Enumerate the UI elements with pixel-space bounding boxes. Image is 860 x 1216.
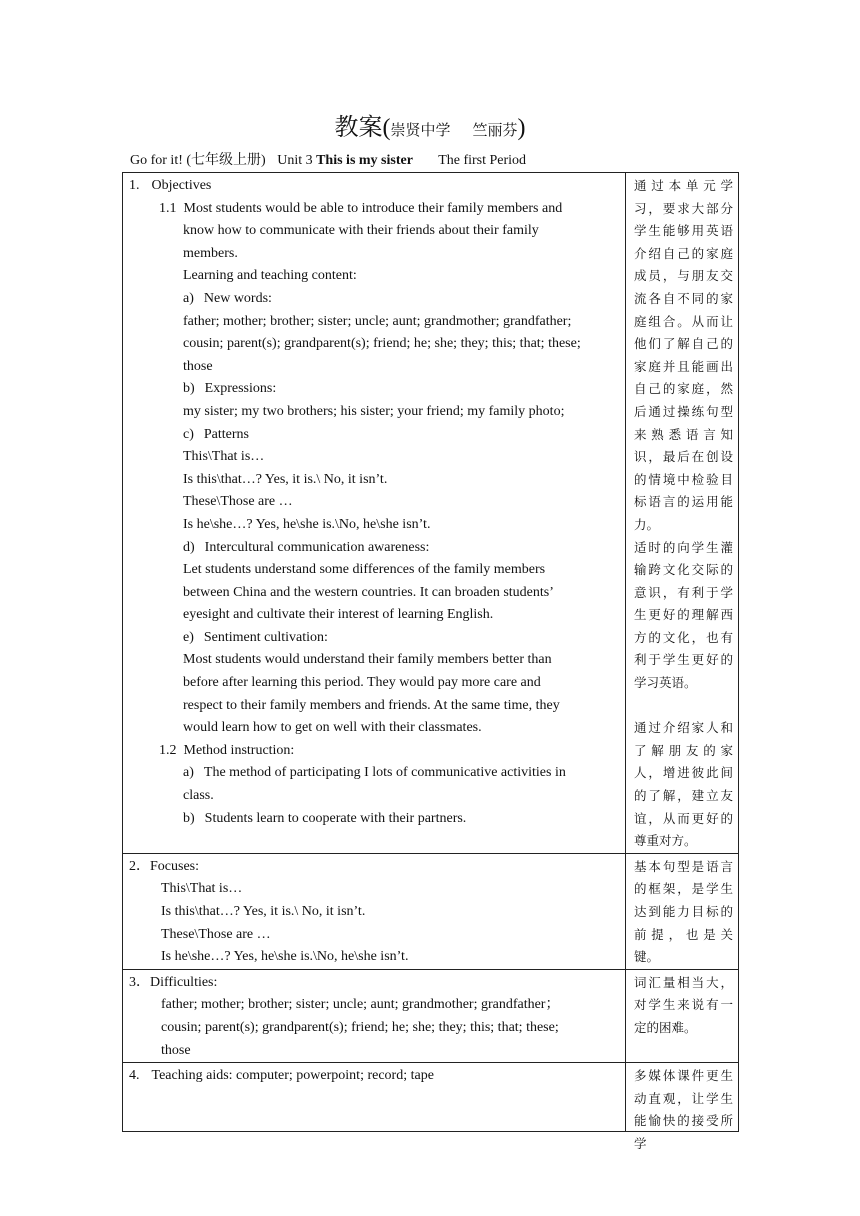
difficulties-cell: [123, 969, 626, 1062]
pattern-line: This\That is…: [183, 449, 265, 465]
focuses-num: 2．: [129, 858, 150, 874]
page-title: [0, 112, 860, 147]
item-d-text: Intercultural communication awareness:: [204, 539, 430, 555]
aids-text: Teaching aids: computer; powerpoint; record; tape: [151, 1068, 434, 1084]
difficulty-line: father; mother; brother; sister; uncle; aunt; grandmother; grandfather；: [161, 997, 560, 1013]
sub2-text: Method instruction:: [183, 742, 295, 758]
title-paren-close: ): [517, 115, 526, 141]
focuses-heading: Focuses:: [150, 858, 199, 874]
focuses-cell: [123, 853, 626, 969]
title-paren-open: (: [382, 115, 391, 141]
item-b-label: b): [183, 381, 195, 397]
note-text: 基本句型是语言的框架，是学生达到能力目标的前提，也是关键。: [634, 859, 733, 965]
note-text: 通过介绍家人和了解朋友的家人，增进彼此间的了解，建立友谊，从而更好的尊重对方。: [634, 721, 733, 849]
expressions-line: my sister; my two brothers; his sister; your friend; my family photo;: [183, 403, 565, 419]
difficulties-row: [123, 969, 739, 1062]
d-line: between China and the western countries. It can broaden students’: [183, 584, 554, 600]
sub1-num: 1.1: [159, 200, 177, 216]
item-a-label: a): [183, 290, 194, 306]
method-a-line: class.: [183, 788, 214, 804]
difficulties-heading: Difficulties:: [150, 974, 218, 990]
aids-num: 4.: [129, 1068, 140, 1084]
focus-line: This\That is…: [161, 881, 243, 897]
objectives-row: [123, 173, 739, 854]
item-c-label: c): [183, 426, 194, 442]
pattern-line: Is this\that…? Yes, it is.\ No, it isn’t.: [183, 471, 388, 487]
d-line: eyesight and cultivate their interest of learning English.: [183, 607, 494, 623]
sub1-line: members.: [183, 245, 238, 261]
method-a-line: The method of participating I lots of communicative activities in: [203, 765, 566, 781]
content-heading: Learning and teaching content:: [183, 268, 357, 284]
e-line: would learn how to get on well with their classmates.: [183, 720, 482, 736]
note-text: 多媒体课件更生动直观，让学生能愉快的接受所学: [634, 1069, 733, 1151]
item-b-text: Expressions:: [204, 381, 277, 397]
aids-row: [123, 1063, 739, 1132]
lesson-subtitle: [130, 151, 526, 171]
pattern-line: Is he\she…? Yes, he\she is.\No, he\she isn’t.: [183, 516, 431, 532]
aids-cell: [123, 1063, 626, 1132]
aids-note-cell: [626, 1063, 739, 1151]
e-line: before after learning this period. They would pay more care and: [183, 675, 541, 691]
period-label: The first Period: [438, 153, 527, 168]
e-line: respect to their family members and friends. At the same time, they: [183, 697, 560, 713]
title-school: 崇贤中学: [390, 123, 451, 139]
focuses-note-cell: [626, 853, 739, 969]
note-text: 适时的向学生灌输跨文化交际的意识，有利于学生更好的理解西方的文化，也有利于学生更好的学习英语。: [634, 540, 733, 691]
note-text: 词汇量相当大，对学生来说有一定的困难。: [634, 975, 733, 1035]
item-e-label: e): [183, 629, 194, 645]
objectives-note-cell: [626, 173, 739, 854]
sub1-line: Most students would be able to introduce their family members and: [183, 200, 563, 216]
focus-line: Is this\that…? Yes, it is.\ No, it isn’t.: [161, 904, 366, 919]
words-line: those: [183, 358, 213, 374]
unit-title: This is my sister: [316, 153, 413, 168]
sub2-num: 1.2: [159, 742, 177, 758]
objectives-num: 1.: [129, 178, 140, 193]
difficulties-num: 3．: [129, 974, 150, 990]
d-line: Let students understand some differences of the family members: [183, 562, 546, 578]
book-name: Go for it! (七年级上册): [130, 153, 266, 168]
sub1-line: know how to communicate with their friends about their family: [183, 223, 539, 239]
item-c-text: Patterns: [203, 426, 249, 442]
title-teacher: 竺丽芬: [472, 123, 518, 139]
focus-line: These\Those are …: [161, 926, 271, 942]
objectives-cell: [123, 173, 626, 854]
method-a-label: a): [183, 765, 194, 781]
objectives-heading: Objectives: [151, 178, 212, 193]
e-line: Most students would understand their family members better than: [183, 652, 552, 668]
note-text: 通过本单元学习，要求大部分学生能够用英语介绍自己的家庭成员，与朋友交流各自不同的家庭组合。从而让他们了解自己的家庭并且能画出自己的家庭，然后通过操练句型来熟悉语言知识，最后在创设的情境中检验目标语言的运用能力。: [634, 179, 733, 532]
words-line: cousin; parent(s); grandparent(s); friend; he; she; they; this; that; these;: [183, 336, 581, 352]
item-d-label: d): [183, 539, 195, 555]
method-b-text: Students learn to cooperate with their partners.: [204, 810, 467, 826]
title-main: 教案: [334, 115, 383, 141]
unit-prefix: Unit 3: [277, 153, 313, 168]
pattern-line: These\Those are …: [183, 494, 293, 510]
item-a-text: New words:: [203, 290, 272, 306]
difficulty-line: those: [161, 1042, 191, 1058]
item-e-text: Sentiment cultivation:: [203, 629, 328, 645]
focuses-row: [123, 853, 739, 969]
focus-line: Is he\she…? Yes, he\she is.\No, he\she isn’t.: [161, 949, 409, 965]
difficulty-line: cousin; parent(s); grandparent(s); friend; he; she; they; this; that; these;: [161, 1019, 559, 1035]
method-b-label: b): [183, 810, 195, 826]
difficulties-note-cell: [626, 969, 739, 1062]
words-line: father; mother; brother; sister; uncle; aunt; grandmother; grandfather;: [183, 313, 572, 329]
lesson-plan-table: [122, 172, 739, 1151]
